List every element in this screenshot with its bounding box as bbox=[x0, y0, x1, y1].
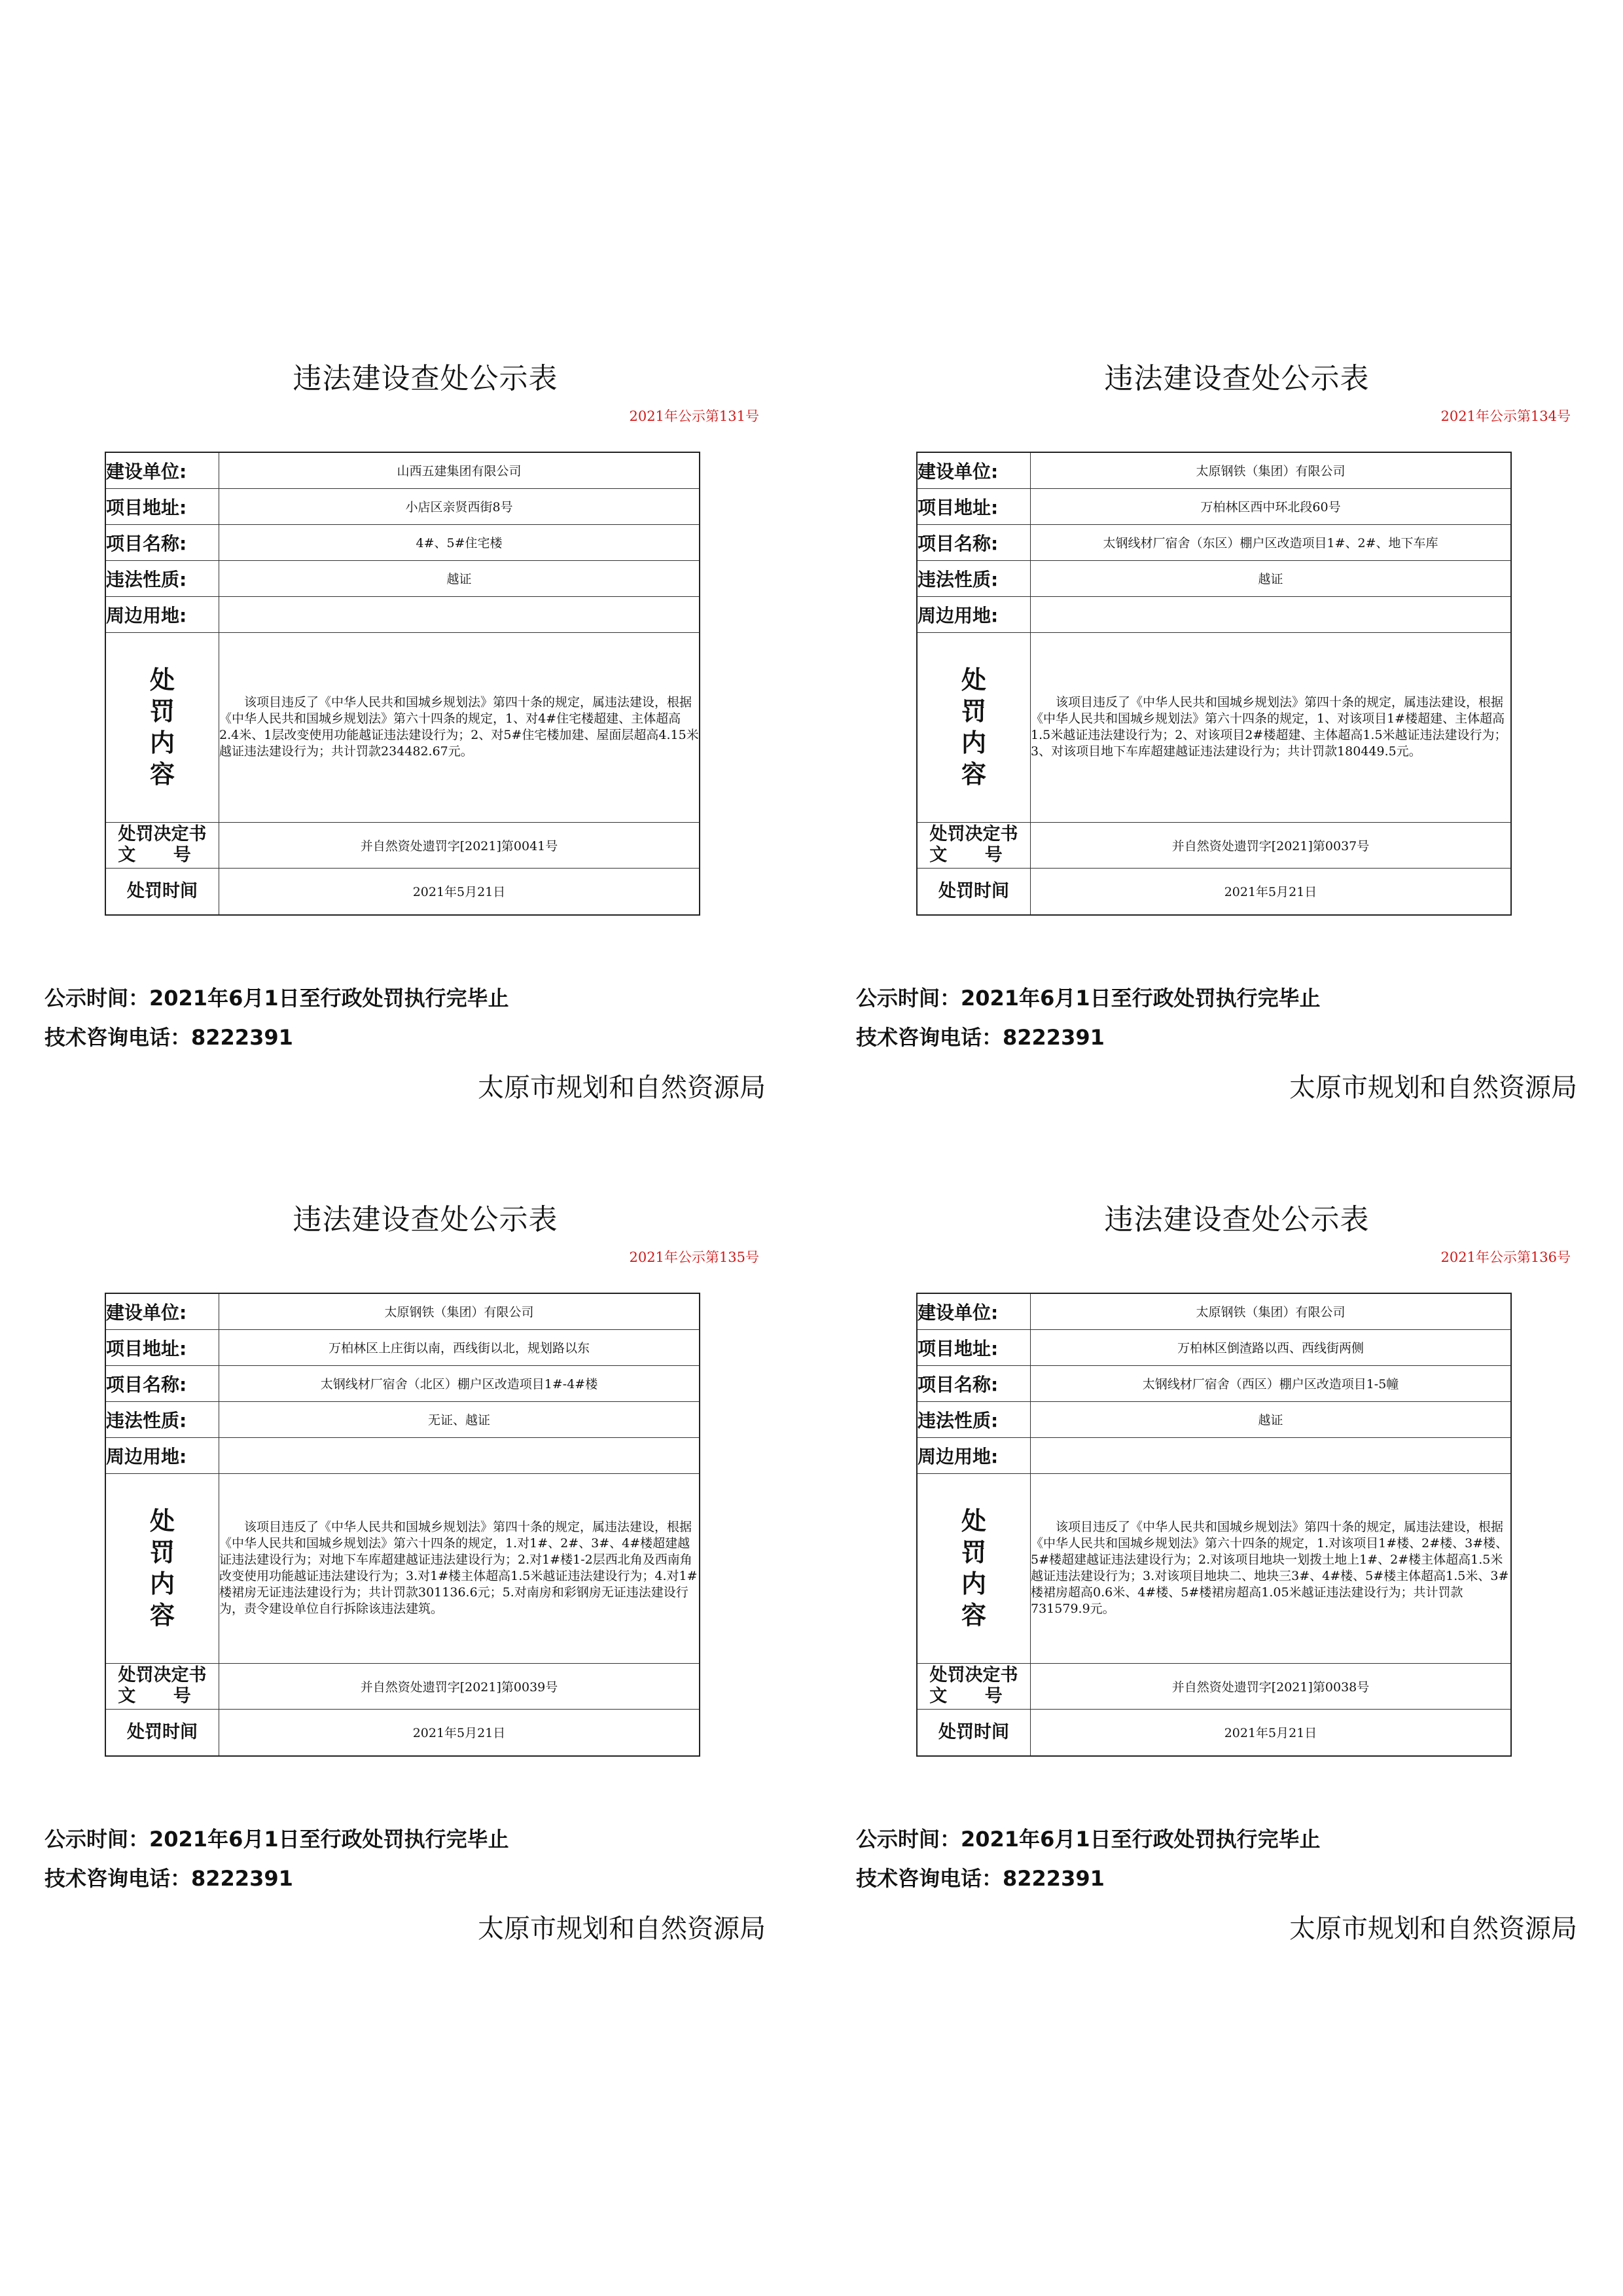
penalty-char: 容 bbox=[961, 1601, 986, 1630]
penalty-content: 该项目违反了《中华人民共和国城乡规划法》第四十条的规定，属违法建设，根据《中华人民共和国城乡规划法》第六十四条的规定，1、对4#住宅楼超建、主体超高2.4米、1层改变使用功能越证违法建设行为；2、对5#住宅楼加建、屋面层超高4.15米越证违法建设行为；共计罚款234482.67元。 bbox=[219, 632, 700, 822]
penalty-char: 内 bbox=[961, 1570, 986, 1598]
row-nature bbox=[917, 1401, 1511, 1437]
publish-period: 公示时间：2021年6月1日至行政处罚执行完毕止 bbox=[45, 1827, 509, 1852]
penalty-char: 内 bbox=[149, 728, 175, 757]
label-surround: 周边用地: bbox=[105, 1437, 219, 1473]
penalty-char: 内 bbox=[149, 1570, 175, 1598]
decision-label-line1: 处罚决定书 bbox=[929, 1665, 1018, 1685]
notice-title: 违法建设查处公示表 bbox=[1104, 1203, 1370, 1236]
label-project: 项目名称: bbox=[105, 524, 219, 560]
row-address bbox=[105, 488, 700, 524]
row-project bbox=[105, 524, 700, 560]
notice bbox=[812, 340, 1623, 1185]
row-unit bbox=[105, 452, 700, 488]
value-unit: 太原钢铁（集团）有限公司 bbox=[1031, 1293, 1512, 1329]
label-penalty-content bbox=[917, 1473, 1031, 1663]
label-project: 项目名称: bbox=[917, 524, 1031, 560]
row-decision bbox=[105, 822, 700, 868]
value-address: 万柏林区上庄街以南，西线街以北，规划路以东 bbox=[219, 1329, 700, 1365]
notice bbox=[0, 1181, 812, 2026]
publish-period: 公示时间：2021年6月1日至行政处罚执行完毕止 bbox=[856, 1827, 1321, 1852]
label-decision-no bbox=[105, 1663, 219, 1709]
value-time: 2021年5月21日 bbox=[219, 1709, 700, 1756]
penalty-content: 该项目违反了《中华人民共和国城乡规划法》第四十条的规定，属违法建设，根据《中华人民共和国城乡规划法》第六十四条的规定，1、对该项目1#楼超建、主体超高1.5米越证违法建设行为；2、对该项目2#楼超建、主体超高1.5米越证违法建设行为；3、对该项目地下车库超建越证违法建设行为；共计罚款180449.5元。 bbox=[1031, 632, 1512, 822]
value-nature: 无证、越证 bbox=[219, 1401, 700, 1437]
penalty-char: 处 bbox=[961, 1507, 986, 1535]
label-surround: 周边用地: bbox=[917, 596, 1031, 632]
label-unit: 建设单位: bbox=[105, 452, 219, 488]
label-decision-no bbox=[917, 1663, 1031, 1709]
row-decision bbox=[917, 822, 1511, 868]
notice-number: 2021年公示第135号 bbox=[629, 1249, 759, 1265]
consult-phone: 技术咨询电话：8222391 bbox=[856, 1866, 1105, 1891]
label-time: 处罚时间 bbox=[917, 1709, 1031, 1756]
label-unit: 建设单位: bbox=[917, 1293, 1031, 1329]
value-surround bbox=[1031, 1437, 1512, 1473]
row-time bbox=[105, 868, 700, 915]
penalty-char: 处 bbox=[149, 666, 175, 694]
publish-period: 公示时间：2021年6月1日至行政处罚执行完毕止 bbox=[45, 986, 509, 1011]
label-surround: 周边用地: bbox=[105, 596, 219, 632]
notice bbox=[0, 340, 812, 1185]
label-nature: 违法性质: bbox=[917, 1401, 1031, 1437]
notice-title: 违法建设查处公示表 bbox=[1104, 362, 1370, 395]
row-project bbox=[105, 1365, 700, 1401]
label-time: 处罚时间 bbox=[917, 868, 1031, 915]
label-surround: 周边用地: bbox=[917, 1437, 1031, 1473]
penalty-char: 罚 bbox=[961, 1538, 986, 1567]
value-project: 太钢线材厂宿舍（东区）棚户区改造项目1#、2#、地下车库 bbox=[1031, 524, 1512, 560]
label-time: 处罚时间 bbox=[105, 868, 219, 915]
label-penalty-content bbox=[917, 632, 1031, 822]
issuing-bureau: 太原市规划和自然资源局 bbox=[478, 1073, 766, 1103]
value-address: 万柏林区倒渣路以西、西线街两侧 bbox=[1031, 1329, 1512, 1365]
value-surround bbox=[219, 596, 700, 632]
value-time: 2021年5月21日 bbox=[219, 868, 700, 915]
row-penalty bbox=[105, 1473, 700, 1663]
row-address bbox=[917, 488, 1511, 524]
label-penalty-content bbox=[105, 1473, 219, 1663]
label-project: 项目名称: bbox=[917, 1365, 1031, 1401]
row-nature bbox=[105, 560, 700, 596]
label-nature: 违法性质: bbox=[105, 1401, 219, 1437]
value-project: 太钢线材厂宿舍（北区）棚户区改造项目1#-4#楼 bbox=[219, 1365, 700, 1401]
decision-label-line1: 处罚决定书 bbox=[118, 1665, 207, 1685]
penalty-char: 处 bbox=[149, 1507, 175, 1535]
consult-phone: 技术咨询电话：8222391 bbox=[45, 1025, 293, 1050]
label-penalty-content bbox=[105, 632, 219, 822]
decision-label-line2: 文 号 bbox=[929, 845, 1018, 865]
decision-label-line2: 文 号 bbox=[118, 845, 207, 865]
issuing-bureau: 太原市规划和自然资源局 bbox=[1289, 1914, 1577, 1944]
value-address: 小店区亲贤西街8号 bbox=[219, 488, 700, 524]
penalty-table bbox=[105, 452, 700, 916]
row-project bbox=[917, 524, 1511, 560]
row-time bbox=[105, 1709, 700, 1756]
value-unit: 山西五建集团有限公司 bbox=[219, 452, 700, 488]
notice bbox=[812, 1181, 1623, 2026]
label-address: 项目地址: bbox=[105, 1329, 219, 1365]
consult-phone: 技术咨询电话：8222391 bbox=[45, 1866, 293, 1891]
publish-period: 公示时间：2021年6月1日至行政处罚执行完毕止 bbox=[856, 986, 1321, 1011]
value-time: 2021年5月21日 bbox=[1031, 868, 1512, 915]
penalty-table bbox=[916, 452, 1512, 916]
penalty-char: 罚 bbox=[961, 697, 986, 726]
value-nature: 越证 bbox=[1031, 560, 1512, 596]
row-surround bbox=[105, 1437, 700, 1473]
penalty-char: 内 bbox=[961, 728, 986, 757]
value-surround bbox=[1031, 596, 1512, 632]
issuing-bureau: 太原市规划和自然资源局 bbox=[478, 1914, 766, 1944]
value-decision-no: 并自然资处遗罚字[2021]第0039号 bbox=[219, 1663, 700, 1709]
label-time: 处罚时间 bbox=[105, 1709, 219, 1756]
row-time bbox=[917, 1709, 1511, 1756]
value-time: 2021年5月21日 bbox=[1031, 1709, 1512, 1756]
label-nature: 违法性质: bbox=[105, 560, 219, 596]
row-decision bbox=[105, 1663, 700, 1709]
label-decision-no bbox=[105, 822, 219, 868]
row-surround bbox=[917, 596, 1511, 632]
issuing-bureau: 太原市规划和自然资源局 bbox=[1289, 1073, 1577, 1103]
row-unit bbox=[105, 1293, 700, 1329]
row-nature bbox=[105, 1401, 700, 1437]
decision-label-line2: 文 号 bbox=[118, 1686, 207, 1706]
decision-label-line1: 处罚决定书 bbox=[929, 824, 1018, 844]
notice-number: 2021年公示第131号 bbox=[629, 408, 759, 424]
value-decision-no: 并自然资处遗罚字[2021]第0037号 bbox=[1031, 822, 1512, 868]
row-unit bbox=[917, 1293, 1511, 1329]
label-address: 项目地址: bbox=[917, 1329, 1031, 1365]
label-unit: 建设单位: bbox=[105, 1293, 219, 1329]
value-address: 万柏林区西中环北段60号 bbox=[1031, 488, 1512, 524]
penalty-char: 罚 bbox=[149, 697, 175, 726]
row-penalty bbox=[917, 1473, 1511, 1663]
label-project: 项目名称: bbox=[105, 1365, 219, 1401]
row-unit bbox=[917, 452, 1511, 488]
value-nature: 越证 bbox=[1031, 1401, 1512, 1437]
label-decision-no bbox=[917, 822, 1031, 868]
row-surround bbox=[105, 596, 700, 632]
notice-number: 2021年公示第136号 bbox=[1440, 1249, 1571, 1265]
label-unit: 建设单位: bbox=[917, 452, 1031, 488]
label-address: 项目地址: bbox=[917, 488, 1031, 524]
penalty-char: 处 bbox=[961, 666, 986, 694]
penalty-char: 罚 bbox=[149, 1538, 175, 1567]
row-penalty bbox=[105, 632, 700, 822]
value-decision-no: 并自然资处遗罚字[2021]第0038号 bbox=[1031, 1663, 1512, 1709]
row-address bbox=[105, 1329, 700, 1365]
penalty-table bbox=[916, 1293, 1512, 1757]
notice-number: 2021年公示第134号 bbox=[1440, 408, 1571, 424]
row-project bbox=[917, 1365, 1511, 1401]
value-unit: 太原钢铁（集团）有限公司 bbox=[219, 1293, 700, 1329]
consult-phone: 技术咨询电话：8222391 bbox=[856, 1025, 1105, 1050]
penalty-content: 该项目违反了《中华人民共和国城乡规划法》第四十条的规定，属违法建设，根据《中华人民共和国城乡规划法》第六十四条的规定，1.对该项目1#楼、2#楼、3#楼、5#楼超建越证违法建设行为；2.对该项目地块一划拨土地上1#、2#楼主体超高1.5米越证违法建设行为；3.对该项目地块二、地块三3#、4#楼、5#楼主体超高1.5米、3#楼裙房超高0.6米、4#楼、5#楼裙房超高1.05米越证违法建设行为；共计罚款731579.9元。 bbox=[1031, 1473, 1512, 1663]
notice-title: 违法建设查处公示表 bbox=[293, 1203, 558, 1236]
label-nature: 违法性质: bbox=[917, 560, 1031, 596]
penalty-char: 容 bbox=[149, 760, 175, 789]
penalty-char: 容 bbox=[149, 1601, 175, 1630]
decision-label-line1: 处罚决定书 bbox=[118, 824, 207, 844]
penalty-char: 容 bbox=[961, 760, 986, 789]
notice-title: 违法建设查处公示表 bbox=[293, 362, 558, 395]
penalty-content: 该项目违反了《中华人民共和国城乡规划法》第四十条的规定，属违法建设，根据《中华人民共和国城乡规划法》第六十四条的规定，1.对1#、2#、3#、4#楼超建越证违法建设行为；对地下车库超建越证违法建设行为；2.对1#楼1-2层西北角及西南角改变使用功能越证违法建设行为；3.对1#楼主体超高1.5米越证违法建设行为；4.对1#楼裙房无证违法建设行为；共计罚款301136.6元；5.对南房和彩钢房无证违法建设行为，责令建设单位自行拆除该违法建筑。 bbox=[219, 1473, 700, 1663]
penalty-table bbox=[105, 1293, 700, 1757]
decision-label-line2: 文 号 bbox=[929, 1686, 1018, 1706]
label-address: 项目地址: bbox=[105, 488, 219, 524]
value-unit: 太原钢铁（集团）有限公司 bbox=[1031, 452, 1512, 488]
row-penalty bbox=[917, 632, 1511, 822]
value-decision-no: 并自然资处遗罚字[2021]第0041号 bbox=[219, 822, 700, 868]
row-time bbox=[917, 868, 1511, 915]
value-project: 太钢线材厂宿舍（西区）棚户区改造项目1-5幢 bbox=[1031, 1365, 1512, 1401]
row-decision bbox=[917, 1663, 1511, 1709]
row-nature bbox=[917, 560, 1511, 596]
row-surround bbox=[917, 1437, 1511, 1473]
value-project: 4#、5#住宅楼 bbox=[219, 524, 700, 560]
value-surround bbox=[219, 1437, 700, 1473]
value-nature: 越证 bbox=[219, 560, 700, 596]
row-address bbox=[917, 1329, 1511, 1365]
